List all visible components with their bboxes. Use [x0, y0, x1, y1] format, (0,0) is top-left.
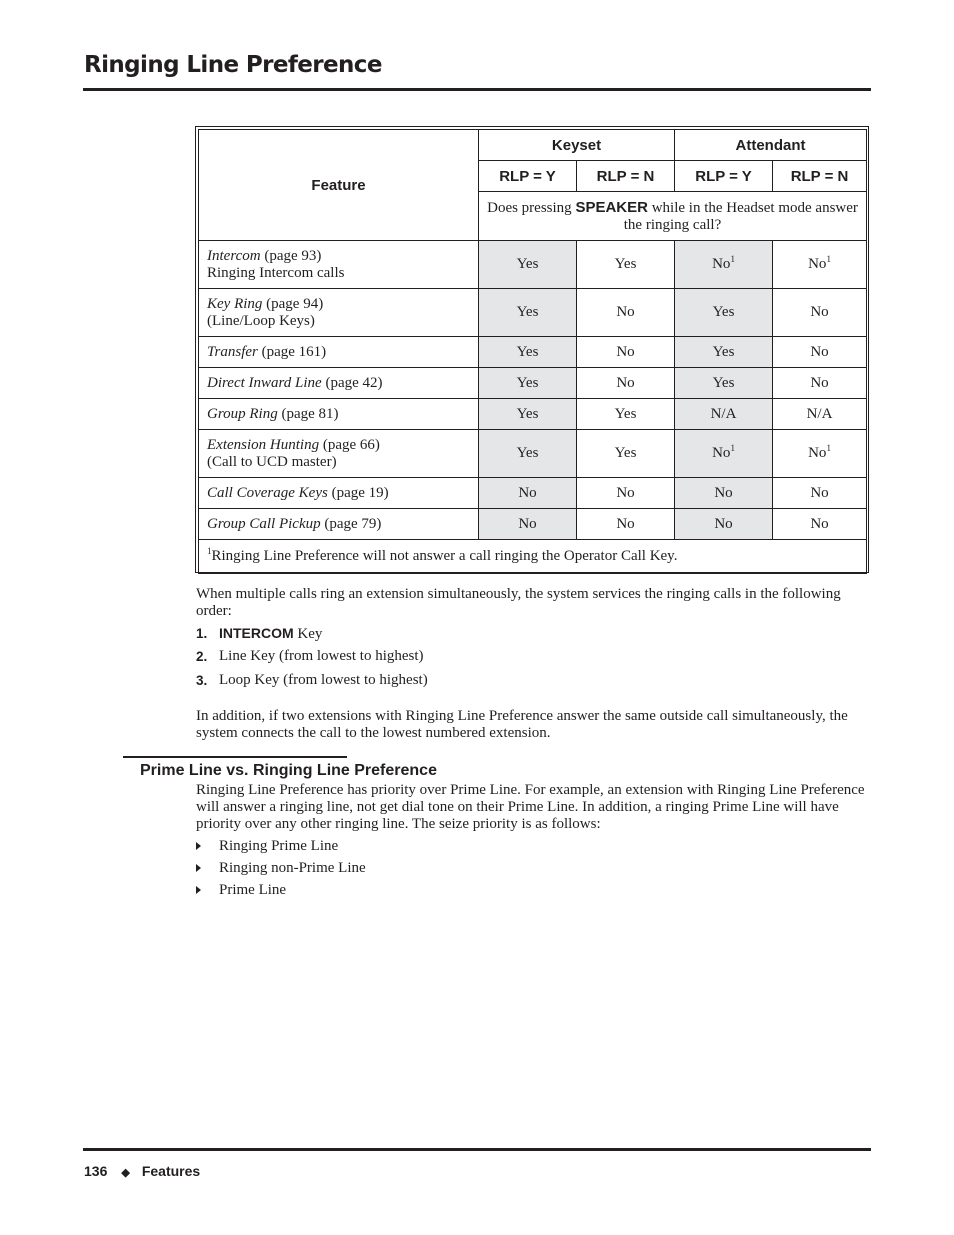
value-text: No	[616, 515, 635, 532]
section-heading: Prime Line vs. Ringing Line Preference	[140, 762, 437, 779]
value-cell	[773, 289, 867, 337]
value-cell	[773, 241, 867, 289]
value-text: Yes	[516, 304, 539, 320]
value-cell	[479, 509, 577, 540]
intercom-key-label: INTERCOM	[219, 625, 294, 641]
page-number: 136	[84, 1163, 108, 1179]
feature-name: Intercom	[207, 247, 261, 264]
feature-cell	[199, 368, 479, 399]
feature-name: Direct Inward Line	[207, 374, 322, 391]
value-cell	[577, 430, 675, 478]
feature-page-ref: (page 94)	[262, 295, 324, 312]
footnote-ref: 1	[826, 443, 831, 453]
feature-page-ref: (page 81)	[277, 405, 339, 422]
footnote-ref: 1	[730, 443, 735, 453]
feature-name: Group Call Pickup	[207, 515, 321, 532]
value-text: No	[518, 515, 537, 532]
question-prefix: Does pressing	[487, 199, 576, 216]
order-number: 2.	[196, 649, 208, 664]
value-cell	[577, 368, 675, 399]
value-text: No	[518, 484, 537, 501]
order-text: Key	[293, 626, 323, 642]
feature-cell	[199, 478, 479, 509]
speaker-key-label: SPEAKER	[575, 198, 648, 216]
feature-page-ref: (page 19)	[327, 484, 389, 501]
value-cell	[773, 337, 867, 368]
feature-rows	[199, 241, 867, 540]
attendant-rlp-n-header: RLP = N	[773, 161, 867, 192]
value-text: No	[712, 256, 731, 272]
feature-cell	[199, 241, 479, 289]
feature-name: Key Ring	[207, 295, 263, 312]
order-number: 1.	[196, 626, 208, 641]
table-row	[199, 399, 867, 430]
value-text: Yes	[614, 405, 637, 422]
table-row	[199, 368, 867, 399]
table-row	[199, 478, 867, 509]
table-row	[199, 241, 867, 289]
intro-paragraph: When multiple calls ring an extension simultaneously, the system services the ringing calls in the following order:	[196, 586, 841, 619]
value-text: No	[808, 445, 827, 461]
bullet-arrow-icon	[196, 886, 201, 894]
bullet-arrow-icon	[196, 864, 201, 872]
value-text: N/A	[806, 405, 833, 422]
value-cell	[577, 399, 675, 430]
value-cell	[675, 289, 773, 337]
value-cell	[479, 430, 577, 478]
addition-paragraph: In addition, if two extensions with Ringing Line Preference answer the same outside call simultaneously, the system connects the call to the lowest numbered extension.	[196, 708, 848, 741]
bullet-text: Ringing Prime Line	[219, 838, 339, 854]
order-text: Line Key (from lowest to highest)	[219, 648, 424, 664]
value-text: No	[810, 343, 829, 360]
table-row	[199, 289, 867, 337]
feature-detail: Ringing Intercom calls	[207, 264, 345, 281]
value-text: No	[616, 304, 635, 320]
value-text: No	[810, 304, 829, 320]
value-text: Yes	[712, 304, 735, 320]
value-text: Yes	[516, 343, 539, 360]
footnote-mark: 1	[207, 546, 212, 556]
value-cell	[479, 478, 577, 509]
footnote-ref: 1	[826, 254, 831, 264]
value-cell	[675, 509, 773, 540]
value-text: Yes	[516, 374, 539, 391]
footnote-text: Ringing Line Preference will not answer a call ringing the Operator Call Key.	[211, 548, 678, 564]
table-row	[199, 337, 867, 368]
value-text: Yes	[516, 405, 539, 422]
table-row	[199, 430, 867, 478]
value-cell	[479, 289, 577, 337]
value-text: No	[714, 484, 733, 501]
value-cell	[675, 399, 773, 430]
value-cell	[577, 509, 675, 540]
feature-name: Group Ring	[207, 405, 278, 422]
value-cell	[675, 368, 773, 399]
table-footnote	[199, 540, 867, 574]
value-text: No	[616, 343, 635, 360]
keyset-rlp-n-header: RLP = N	[577, 161, 675, 192]
attendant-header: Attendant	[675, 130, 867, 161]
value-text: No	[810, 374, 829, 391]
value-text: No	[616, 484, 635, 501]
value-text: No	[808, 256, 827, 272]
bullet-arrow-icon	[196, 842, 201, 850]
value-text: No	[810, 484, 829, 501]
feature-name: Call Coverage Keys	[207, 484, 328, 501]
value-cell	[577, 289, 675, 337]
value-cell	[675, 430, 773, 478]
order-number: 3.	[196, 673, 208, 688]
value-cell	[479, 399, 577, 430]
feature-detail: (Call to UCD master)	[207, 453, 337, 470]
value-cell	[773, 478, 867, 509]
value-cell	[675, 478, 773, 509]
value-cell	[773, 509, 867, 540]
value-text: Yes	[712, 343, 735, 360]
feature-cell	[199, 509, 479, 540]
feature-name: Transfer	[207, 343, 258, 360]
value-text: N/A	[710, 405, 737, 422]
value-cell	[479, 241, 577, 289]
value-cell	[577, 478, 675, 509]
footer-rule	[83, 1148, 871, 1151]
footnote-ref: 1	[730, 254, 735, 264]
value-cell	[773, 399, 867, 430]
section-rule	[123, 756, 347, 758]
question-cell	[479, 192, 867, 241]
feature-page-ref: (page 93)	[260, 247, 322, 264]
value-text: No	[616, 374, 635, 391]
feature-name: Extension Hunting	[207, 436, 320, 453]
value-text: Yes	[516, 256, 539, 272]
keyset-header: Keyset	[479, 130, 675, 161]
value-text: No	[714, 515, 733, 532]
value-cell	[675, 337, 773, 368]
order-text: Loop Key (from lowest to highest)	[219, 672, 428, 688]
keyset-rlp-y-header: RLP = Y	[479, 161, 577, 192]
value-cell	[577, 241, 675, 289]
title-rule	[83, 88, 871, 91]
feature-page-ref: (page 79)	[320, 515, 382, 532]
feature-page-ref: (page 42)	[321, 374, 383, 391]
feature-page-ref: (page 161)	[257, 343, 327, 360]
feature-detail: (Line/Loop Keys)	[207, 312, 315, 329]
feature-header: Feature	[199, 130, 479, 241]
value-cell	[479, 368, 577, 399]
table-row	[199, 509, 867, 540]
value-text: Yes	[712, 374, 735, 391]
value-cell	[773, 368, 867, 399]
value-text: Yes	[516, 445, 539, 461]
feature-table	[198, 129, 867, 574]
footer-section: Features	[141, 1163, 201, 1179]
attendant-rlp-y-header: RLP = Y	[675, 161, 773, 192]
feature-page-ref: (page 66)	[319, 436, 380, 453]
page-title: Ringing Line Preference	[84, 52, 382, 78]
question-suffix: while in the Headset mode answer the ringing call?	[623, 199, 858, 233]
section-body: Ringing Line Preference has priority over Prime Line. For example, an extension with Ringing Line Preference will answer a ringing line, not get dial tone on their Prime Line. In addition, a ringing Prime Line will have priority over any other ringing line. The seize priority is as follows:	[196, 782, 865, 832]
value-text: Yes	[614, 445, 637, 461]
value-text: No	[810, 515, 829, 532]
feature-cell	[199, 337, 479, 368]
feature-cell	[199, 289, 479, 337]
value-cell	[479, 337, 577, 368]
feature-cell	[199, 430, 479, 478]
value-cell	[675, 241, 773, 289]
diamond-icon: ◆	[121, 1167, 130, 1179]
bullet-text: Prime Line	[219, 882, 287, 898]
value-text: Yes	[614, 256, 637, 272]
value-cell	[577, 337, 675, 368]
feature-table-frame	[195, 126, 869, 573]
page-footer	[84, 1163, 200, 1179]
value-cell	[773, 430, 867, 478]
value-text: No	[712, 445, 731, 461]
bullet-text: Ringing non-Prime Line	[219, 860, 366, 876]
feature-cell	[199, 399, 479, 430]
